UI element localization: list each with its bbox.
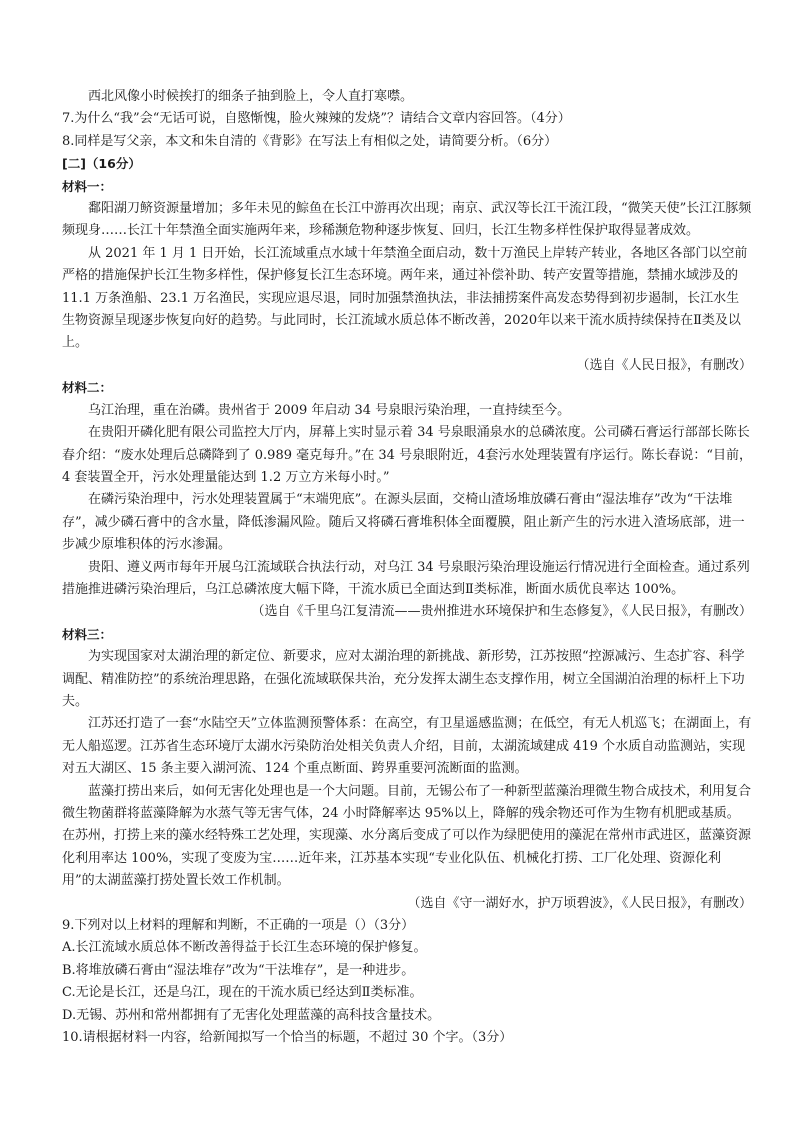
material-1-paragraph: 鄱阳湖刀鲚资源量增加；多年未见的鯮鱼在长江中游再次出现；南京、武汉等长江干流江段，“微笑天使”长江江豚频频现身……长江十年禁渔全面实施两年来，珍稀濒危物种逐步恢复、回归，长江生物多样性保护取得显著成效。 [62, 201, 752, 239]
question-9-option-a: A.长江流域水质总体不断改善得益于长江生态环境的保护修复。 [62, 940, 427, 956]
material-2-paragraph: 在磷污染治理中，污水处理装置属于“末端兜底”。在源头层面，交椅山渣场堆放磷石膏由“湿法堆存”改为“干法堆存”，减少磷石膏中的含水量，降低渗漏风险。随后又将磷石膏堆积体全面覆膜，阻止新产生的污水进入渣场底部，进一步减少原堆积体的污水渗漏。 [62, 492, 745, 553]
question-9-option-d: D.无锡、苏州和常州都拥有了无害化处理蓝藻的高科技含量技术。 [62, 1007, 441, 1023]
material-3-paragraph: 江苏还打造了一套“水陆空天”立体监测预警体系：在高空，有卫星遥感监测；在低空，有无人机巡飞；在湖面上，有无人船巡逻。江苏省生态环境厅太湖水污染防治处相关负责人介绍，目前，太湖流域建成 419 个水质自动监测站，实现对五大湖区、15 条主要入湖河流、124 个重点断面、跨界重要河流断面的监测。 [62, 716, 752, 777]
material-3-source: （选自《守一湖好水，护万顷碧波》，《人民日报》，有删改） [407, 895, 752, 911]
material-2-label: 材料二： [62, 380, 113, 396]
material-2-paragraph: 乌江治理，重在治磷。贵州省于 2009 年启动 34 号泉眼污染治理，一直持续至今。 [88, 402, 571, 418]
exam-page [62, 86, 752, 1049]
material-1-source: （选自《人民日报》，有删改） [576, 357, 752, 373]
question-9-option-b: B.将堆放磷石膏由“湿法堆存”改为“干法堆存”，是一种进步。 [62, 962, 415, 978]
material-2-paragraph: 在贵阳开磷化肥有限公司监控大厅内，屏幕上实时显示着 34 号泉眼涌泉水的总磷浓度。公司磷石膏运行部部长陈长春介绍：“废水处理后总磷降到了 0.989 毫克每升。”在 34 号泉眼附近，4套污水处理装置有序运行。陈长春说：“目前，4 套装置全开，污水处理量能达到 1.2 万立方米每小时。” [62, 425, 752, 485]
question-9-stem: 9.下列对以上材料的理解和判断，不正确的一项是（）（3分） [62, 918, 415, 934]
question-10: 10.请根据材料一内容，给新闻拟写一个恰当的标题，不超过 30 个字。（3分） [62, 1030, 513, 1046]
question-9-option-c: C.无论是长江，还是乌江，现在的干流水质已经达到Ⅱ类标准。 [62, 985, 423, 1001]
material-3-paragraph: 蓝藻打捞出来后，如何无害化处理也是一个大问题。目前，无锡公布了一种新型蓝藻治理微生物合成技术，利用复合微生物菌群将蓝藻降解为水蒸气等无害气体，24 小时降解率达 95%以上，降解的残余物还可作为生物有机肥或基质。在苏州，打捞上来的藻水经特殊工艺处理，实现藻、水分离后变成了可以作为绿肥使用的藻泥在常州市武进区，蓝藻资源化利用率达 100%，实现了变废为宝……近年来，江苏基本实现“专业化队伍、机械化打捞、工厂化处理、资源化利用”的太湖蓝藻打捞处置长效工作机制。 [62, 783, 752, 889]
material-2-source: （选自《千里乌江复清流——贵州推进水环境保护和生态修复》，《人民日报》，有删改） [251, 604, 752, 620]
material-3-label: 材料三： [62, 626, 113, 642]
material-1-label: 材料一： [62, 178, 113, 194]
question-8: 8.同样是写父亲，本文和朱自清的《背影》在写法上有相似之处，请简要分析。（6分） [62, 133, 558, 149]
material-1-paragraph: 从 2021 年 1 月 1 日开始，长江流域重点水域十年禁渔全面启动，数十万渔民上岸转产转业，各地区各部门以空前严格的措施保护长江生物多样性，保护修复长江生态环境。两年来，通过补偿补助、转产安置等措施，禁捕水域涉及的 11.1 万条渔船、23.1 万名渔民，实现应退尽退，同时加强禁渔执法，非法捕捞案件高发态势得到初步遏制，长江水生生物资源呈现逐步恢复向好的趋势。与此同时，长江流域水质总体不断改善，2020年以来干流水质持续保持在Ⅱ类及以上。 [62, 245, 748, 351]
section-2-header: [二]（16分） [62, 156, 141, 172]
material-2-paragraph: 贵阳、遵义两市每年开展乌江流域联合执法行动，对乌江 34 号泉眼污染治理设施运行情况进行全面检查。通过系列措施推进磷污染治理后，乌江总磷浓度大幅下降，干流水质已全面达到Ⅱ类标准，断面水质优良率达 100%。 [62, 559, 750, 597]
intro-line: 西北风像小时候挨打的细条子抽到脸上，令人直打寒噤。 [88, 89, 414, 104]
material-3-paragraph: 为实现国家对太湖治理的新定位、新要求，应对太湖治理的新挑战、新形势，江苏按照“控源减污、生态扩容、科学调配、精准防控”的系统治理思路，在强化流域联保共治，充分发挥太湖生态支撑作用，树立全国湖泊治理的标杆上下功夫。 [62, 649, 745, 709]
question-7: 7.为什么“我”会“无话可说，自愍惭愧，脸火辣辣的发烧”？请结合文章内容回答。（4分） [62, 111, 571, 127]
